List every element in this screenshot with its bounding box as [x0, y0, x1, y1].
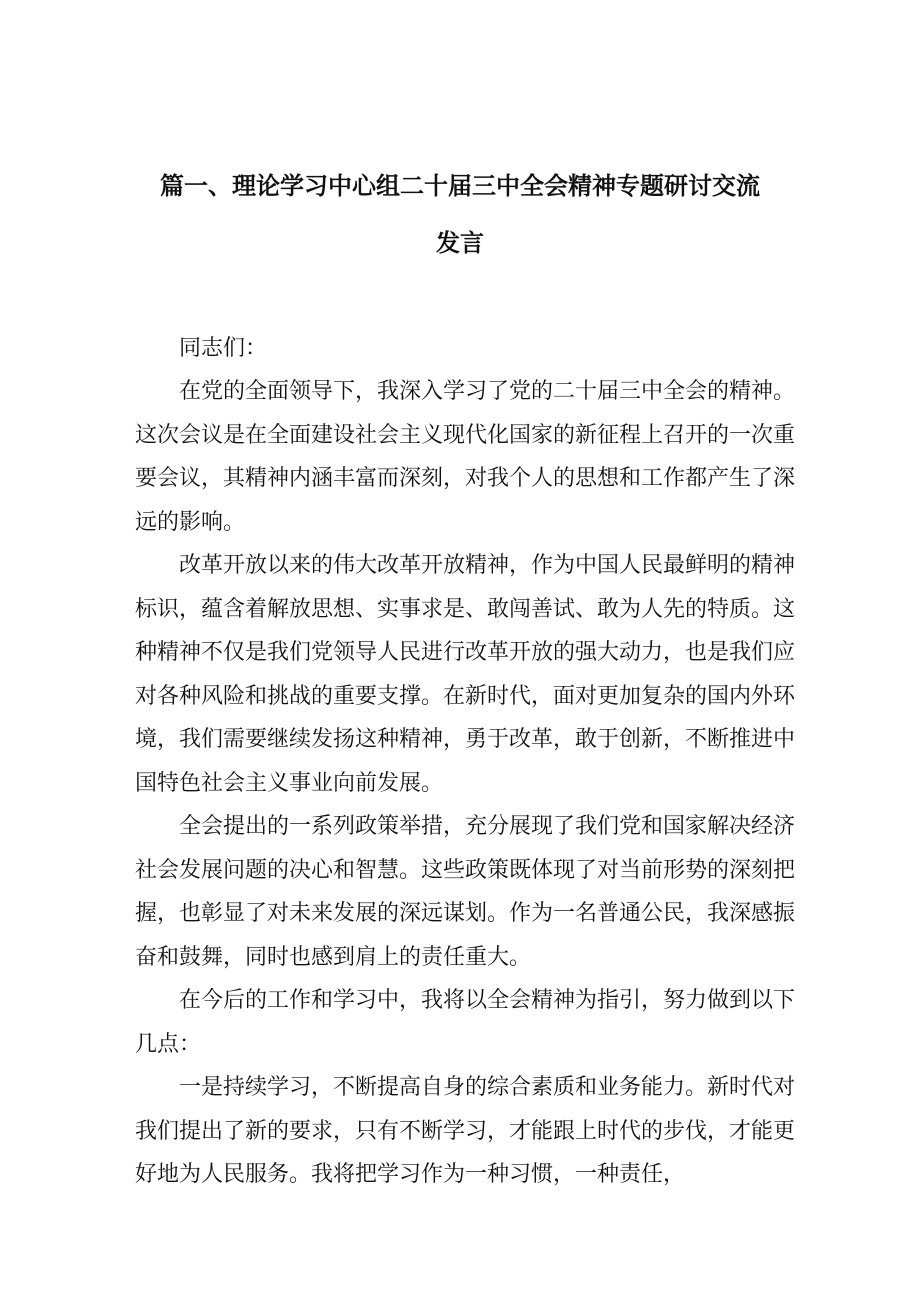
paragraph: 一是持续学习，不断提高自身的综合素质和业务能力。新时代对我们提出了新的要求，只有不断学习，才能跟上时代的步伐，才能更好地为人民服务。我将把学习作为一种习惯，一种责任，: [135, 1075, 796, 1187]
paragraph: 在党的全面领导下，我深入学习了党的二十届三中全会的精神。这次会议是在全面建设社会主义现代化国家的新征程上召开的一次重要会议，其精神内涵丰富而深刻，对我个人的思想和工作都产生了深远的影响。: [135, 379, 796, 535]
paragraph: 改革开放以来的伟大改革开放精神，作为中国人民最鲜明的精神标识，蕴含着解放思想、实事求是、敢闯善试、敢为人先的特质。这种精神不仅是我们党领导人民进行改革开放的强大动力，也是我们应对各种风险和挑战的重要支撑。在新时代，面对更加复杂的国内外环境，我们需要继续发扬这种精神，勇于改革，敢于创新，不断推进中国特色社会主义事业向前发展。: [135, 553, 796, 796]
salutation-text: 同志们：: [179, 336, 268, 361]
paragraph: 全会提出的一系列政策举措，充分展现了我们党和国家解决经济社会发展问题的决心和智慧。这些政策既体现了对当前形势的深刻把握，也彰显了对未来发展的深远谋划。作为一名普通公民，我深感振奋和鼓舞，同时也感到肩上的责任重大。: [135, 814, 796, 970]
paragraph: 在今后的工作和学习中，我将以全会精神为指引，努力做到以下几点：: [135, 988, 796, 1057]
salutation: [135, 327, 795, 371]
document-title-line-2: 发言: [436, 229, 484, 257]
document-title-line-1: 篇一、理论学习中心组二十届三中全会精神专题研讨交流: [160, 172, 760, 200]
document-body: [135, 370, 795, 1197]
